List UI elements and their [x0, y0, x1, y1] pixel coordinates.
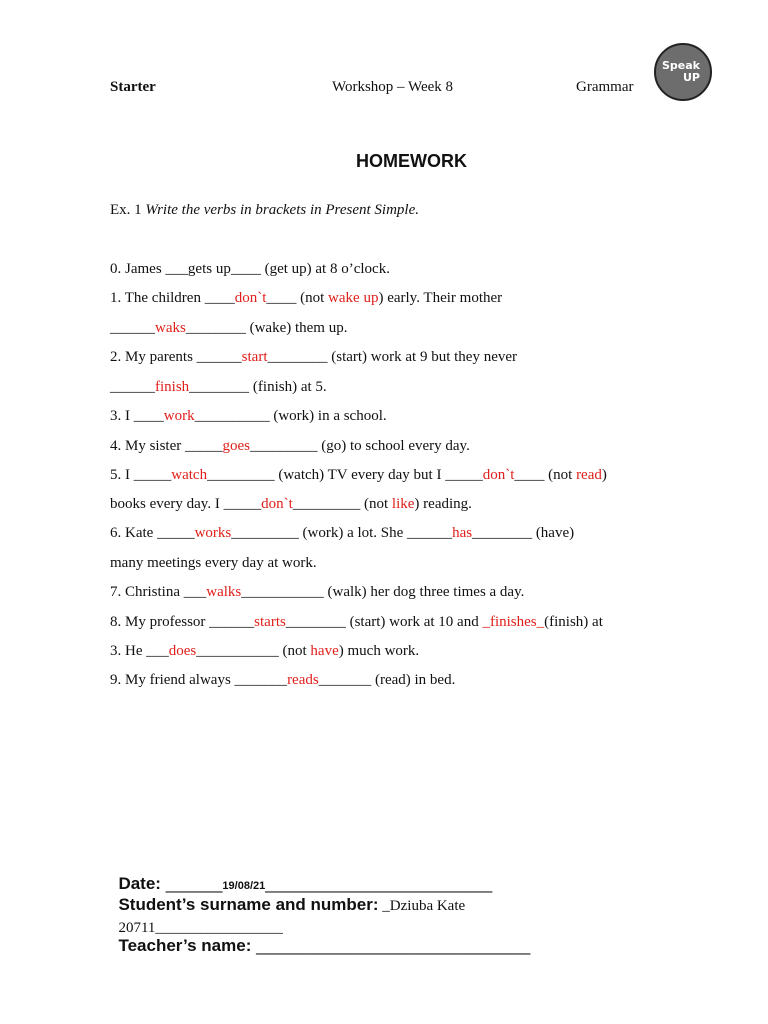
answer-text: work — [163, 408, 195, 424]
answer-text: like — [391, 496, 415, 512]
sentence-text: ________ (start) work at 10 and — [285, 614, 483, 630]
answer-text: reads — [287, 672, 319, 688]
student-name: _Dziuba Kate — [378, 898, 466, 914]
date-blank-post: ________________________ — [265, 874, 493, 893]
sentence-text: books every day. I _____ — [110, 496, 262, 512]
sentence-text: _________ (not — [292, 496, 392, 512]
exercise-line — [110, 643, 419, 660]
sentence-text: 6. Kate _____ — [110, 525, 195, 541]
answer-text: has — [452, 525, 473, 541]
answer-text: finish — [155, 379, 190, 395]
answer-text: read — [576, 467, 602, 483]
exercise-line — [110, 672, 455, 689]
logo-word-up: UP — [683, 71, 700, 84]
sentence-text: ) reading. — [414, 496, 472, 512]
course-level: Starter — [110, 79, 156, 95]
sentence-text: 2. My parents ______ — [110, 349, 242, 365]
exercise-line — [110, 320, 347, 337]
answer-text: have — [310, 643, 339, 659]
page-title: HOMEWORK — [356, 151, 467, 171]
answer-text: watch — [171, 467, 208, 483]
answer-text: works — [194, 525, 232, 541]
sentence-text: 0. James ___gets up____ (get up) at 8 o’clock. — [110, 261, 390, 277]
sentence-text: ) — [601, 467, 607, 483]
sentence-text: ) early. Their mother — [378, 290, 503, 306]
exercise-instruction — [110, 202, 419, 219]
sentence-text: __________ (work) in a school. — [194, 408, 387, 424]
sentence-text: 1. The children ____ — [110, 290, 235, 306]
sentence-text: _________ (work) a lot. She ______ — [231, 525, 453, 541]
exercise-line — [110, 525, 574, 542]
sentence-text: _________ (go) to school every day. — [250, 438, 470, 454]
exercise-line — [110, 408, 387, 425]
sentence-text: 3. I ____ — [110, 408, 164, 424]
answer-text: wake up — [328, 290, 379, 306]
exercise-line — [110, 584, 524, 601]
answer-text: does — [168, 643, 197, 659]
sentence-text: ) much work. — [338, 643, 420, 659]
sentence-text: ______ — [110, 379, 155, 395]
answer-text: goes — [222, 438, 250, 454]
instruction-text: Write the verbs in brackets in Present Simple. — [145, 202, 419, 218]
sentence-text: _______ (read) in bed. — [318, 672, 456, 688]
sentence-text: ________ (have) — [472, 525, 575, 541]
student-number: 20711_________________ — [118, 920, 283, 936]
sentence-text: 7. Christina ___ — [110, 584, 207, 600]
answer-text: don`t — [234, 290, 267, 306]
topic-label: Grammar — [576, 79, 634, 95]
sentence-text: many meetings every day at work. — [110, 555, 317, 571]
workshop-week: Workshop – Week 8 — [332, 79, 454, 95]
logo-word-speak: Speak — [662, 59, 700, 72]
exercise-label: Ex. 1 — [110, 202, 142, 218]
exercise-line — [110, 349, 517, 366]
exercise-line — [110, 438, 470, 455]
exercise-line — [110, 261, 390, 278]
sentence-text: ________ (finish) at 5. — [189, 379, 327, 395]
speak-up-logo — [654, 43, 712, 101]
answer-text: _finishes_ — [482, 614, 545, 630]
sentence-text: ________ (start) work at 9 but they never — [267, 349, 518, 365]
sentence-text: 9. My friend always _______ — [110, 672, 288, 688]
sentence-text: (finish) at — [544, 614, 603, 630]
exercise-line — [110, 467, 607, 484]
student-label: Student’s surname and number: — [118, 895, 379, 914]
sentence-text: ___________ (walk) her dog three times a day. — [241, 584, 525, 600]
sentence-text: ___________ (not — [196, 643, 311, 659]
exercise-line — [110, 614, 603, 631]
answer-text: starts — [254, 614, 286, 630]
sentence-text: _________ (watch) TV every day but I _____ — [207, 467, 483, 483]
sentence-text: 4. My sister _____ — [110, 438, 223, 454]
date-value: 19/08/21 — [222, 880, 266, 892]
sentence-text: ____ (not — [266, 290, 329, 306]
sentence-text: 8. My professor ______ — [110, 614, 255, 630]
exercise-line — [110, 290, 502, 307]
teacher-row — [109, 916, 530, 956]
date-label: Date: — [118, 874, 161, 893]
teacher-blank: _____________________________ — [251, 936, 531, 955]
sentence-text: ____ (not — [514, 467, 577, 483]
sentence-text: 5. I _____ — [110, 467, 172, 483]
sentence-text: ______ — [110, 320, 155, 336]
date-blank-pre: ______ — [160, 874, 223, 893]
exercise-line — [110, 379, 327, 396]
exercise-line — [110, 496, 472, 513]
answer-text: waks — [155, 320, 186, 336]
answer-text: walks — [206, 584, 242, 600]
answer-text: don`t — [482, 467, 515, 483]
teacher-label: Teacher’s name: — [118, 936, 252, 955]
exercise-line — [110, 555, 317, 572]
sentence-text: ________ (wake) them up. — [185, 320, 348, 336]
answer-text: don`t — [261, 496, 293, 512]
answer-text: start — [241, 349, 268, 365]
sentence-text: 3. He ___ — [110, 643, 169, 659]
